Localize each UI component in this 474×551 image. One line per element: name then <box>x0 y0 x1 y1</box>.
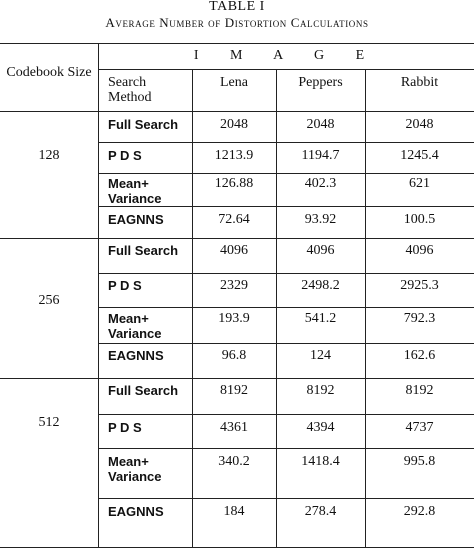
rule-col-3 <box>276 69 277 548</box>
codebook-size-512: 512 <box>38 415 60 430</box>
cell-peppers: 4394 <box>306 420 335 435</box>
method-label: Full Search <box>108 383 179 398</box>
cell-rabbit: 100.5 <box>403 212 436 227</box>
cell-peppers: 8192 <box>306 383 335 398</box>
header-codebook-size: Codebook Size <box>6 65 92 80</box>
cell-lena: 4096 <box>220 243 248 258</box>
cell-peppers: 1194.7 <box>301 148 340 163</box>
header-peppers: Peppers <box>298 75 343 90</box>
rule <box>98 498 474 499</box>
rule <box>98 307 474 308</box>
rule-bottom <box>0 547 474 548</box>
cell-lena: 2329 <box>220 278 248 293</box>
cell-lena: 340.2 <box>218 454 250 469</box>
table-number: TABLE I <box>209 0 265 14</box>
rule <box>98 343 474 344</box>
method-label: Full Search <box>108 243 179 258</box>
cell-peppers: 124 <box>310 348 331 363</box>
cell-lena: 8192 <box>220 383 248 398</box>
cell-rabbit: 2925.3 <box>400 278 439 293</box>
rule-group <box>0 378 474 379</box>
cell-peppers: 4096 <box>306 243 335 258</box>
cell-rabbit: 292.8 <box>403 504 436 519</box>
method-label: EAGNNS <box>108 504 164 519</box>
rule <box>98 273 474 274</box>
cell-rabbit: 621 <box>409 176 430 191</box>
cell-lena: 4361 <box>220 420 248 435</box>
header-lena: Lena <box>220 75 248 90</box>
method-label: EAGNNS <box>108 212 164 227</box>
method-label: Mean+ Variance <box>108 176 162 206</box>
method-label: Mean+ Variance <box>108 311 162 341</box>
cell-rabbit: 162.6 <box>403 348 436 363</box>
cell-rabbit: 4737 <box>405 420 434 435</box>
header-rabbit: Rabbit <box>400 75 439 90</box>
rule-under-header <box>0 111 474 112</box>
codebook-size-256: 256 <box>38 293 60 308</box>
method-label: P D S <box>108 148 142 163</box>
cell-peppers: 2498.2 <box>301 278 340 293</box>
cell-peppers: 1418.4 <box>301 454 340 469</box>
cell-lena: 2048 <box>220 117 248 132</box>
rule <box>98 448 474 449</box>
rule <box>98 142 474 143</box>
cell-rabbit: 2048 <box>405 117 434 132</box>
cell-rabbit: 792.3 <box>403 311 436 326</box>
cell-peppers: 93.92 <box>304 212 337 227</box>
rule-top <box>0 43 474 44</box>
distortion-table <box>0 43 474 548</box>
cell-rabbit: 8192 <box>405 383 434 398</box>
cell-lena: 1213.9 <box>214 148 254 163</box>
rule-col-1 <box>98 43 99 548</box>
rule <box>98 206 474 207</box>
cell-lena: 96.8 <box>221 348 247 363</box>
cell-peppers: 278.4 <box>304 504 337 519</box>
cell-lena: 184 <box>223 504 245 519</box>
method-label: EAGNNS <box>108 348 164 363</box>
cell-rabbit: 1245.4 <box>400 148 439 163</box>
method-label: Mean+ Variance <box>108 454 162 484</box>
method-label: Full Search <box>108 117 179 132</box>
cell-rabbit: 995.8 <box>403 454 436 469</box>
table-title: Average Number of Distortion Calculations <box>105 15 369 30</box>
cell-rabbit: 4096 <box>405 243 434 258</box>
method-label: P D S <box>108 420 142 435</box>
rule-group <box>0 238 474 239</box>
header-search-method: Search Method <box>108 75 152 105</box>
rule-col-4 <box>365 69 366 548</box>
cell-peppers: 2048 <box>306 117 335 132</box>
codebook-size-128: 128 <box>38 148 60 163</box>
cell-lena: 193.9 <box>218 311 250 326</box>
rule-col-2 <box>192 69 193 548</box>
cell-lena: 72.64 <box>218 212 250 227</box>
rule <box>98 173 474 174</box>
cell-peppers: 541.2 <box>304 311 337 326</box>
rule-under-image <box>98 69 474 70</box>
header-image: I M A G E <box>193 48 379 63</box>
cell-peppers: 402.3 <box>304 176 337 191</box>
method-label: P D S <box>108 278 142 293</box>
cell-lena: 126.88 <box>214 176 254 191</box>
rule <box>98 414 474 415</box>
